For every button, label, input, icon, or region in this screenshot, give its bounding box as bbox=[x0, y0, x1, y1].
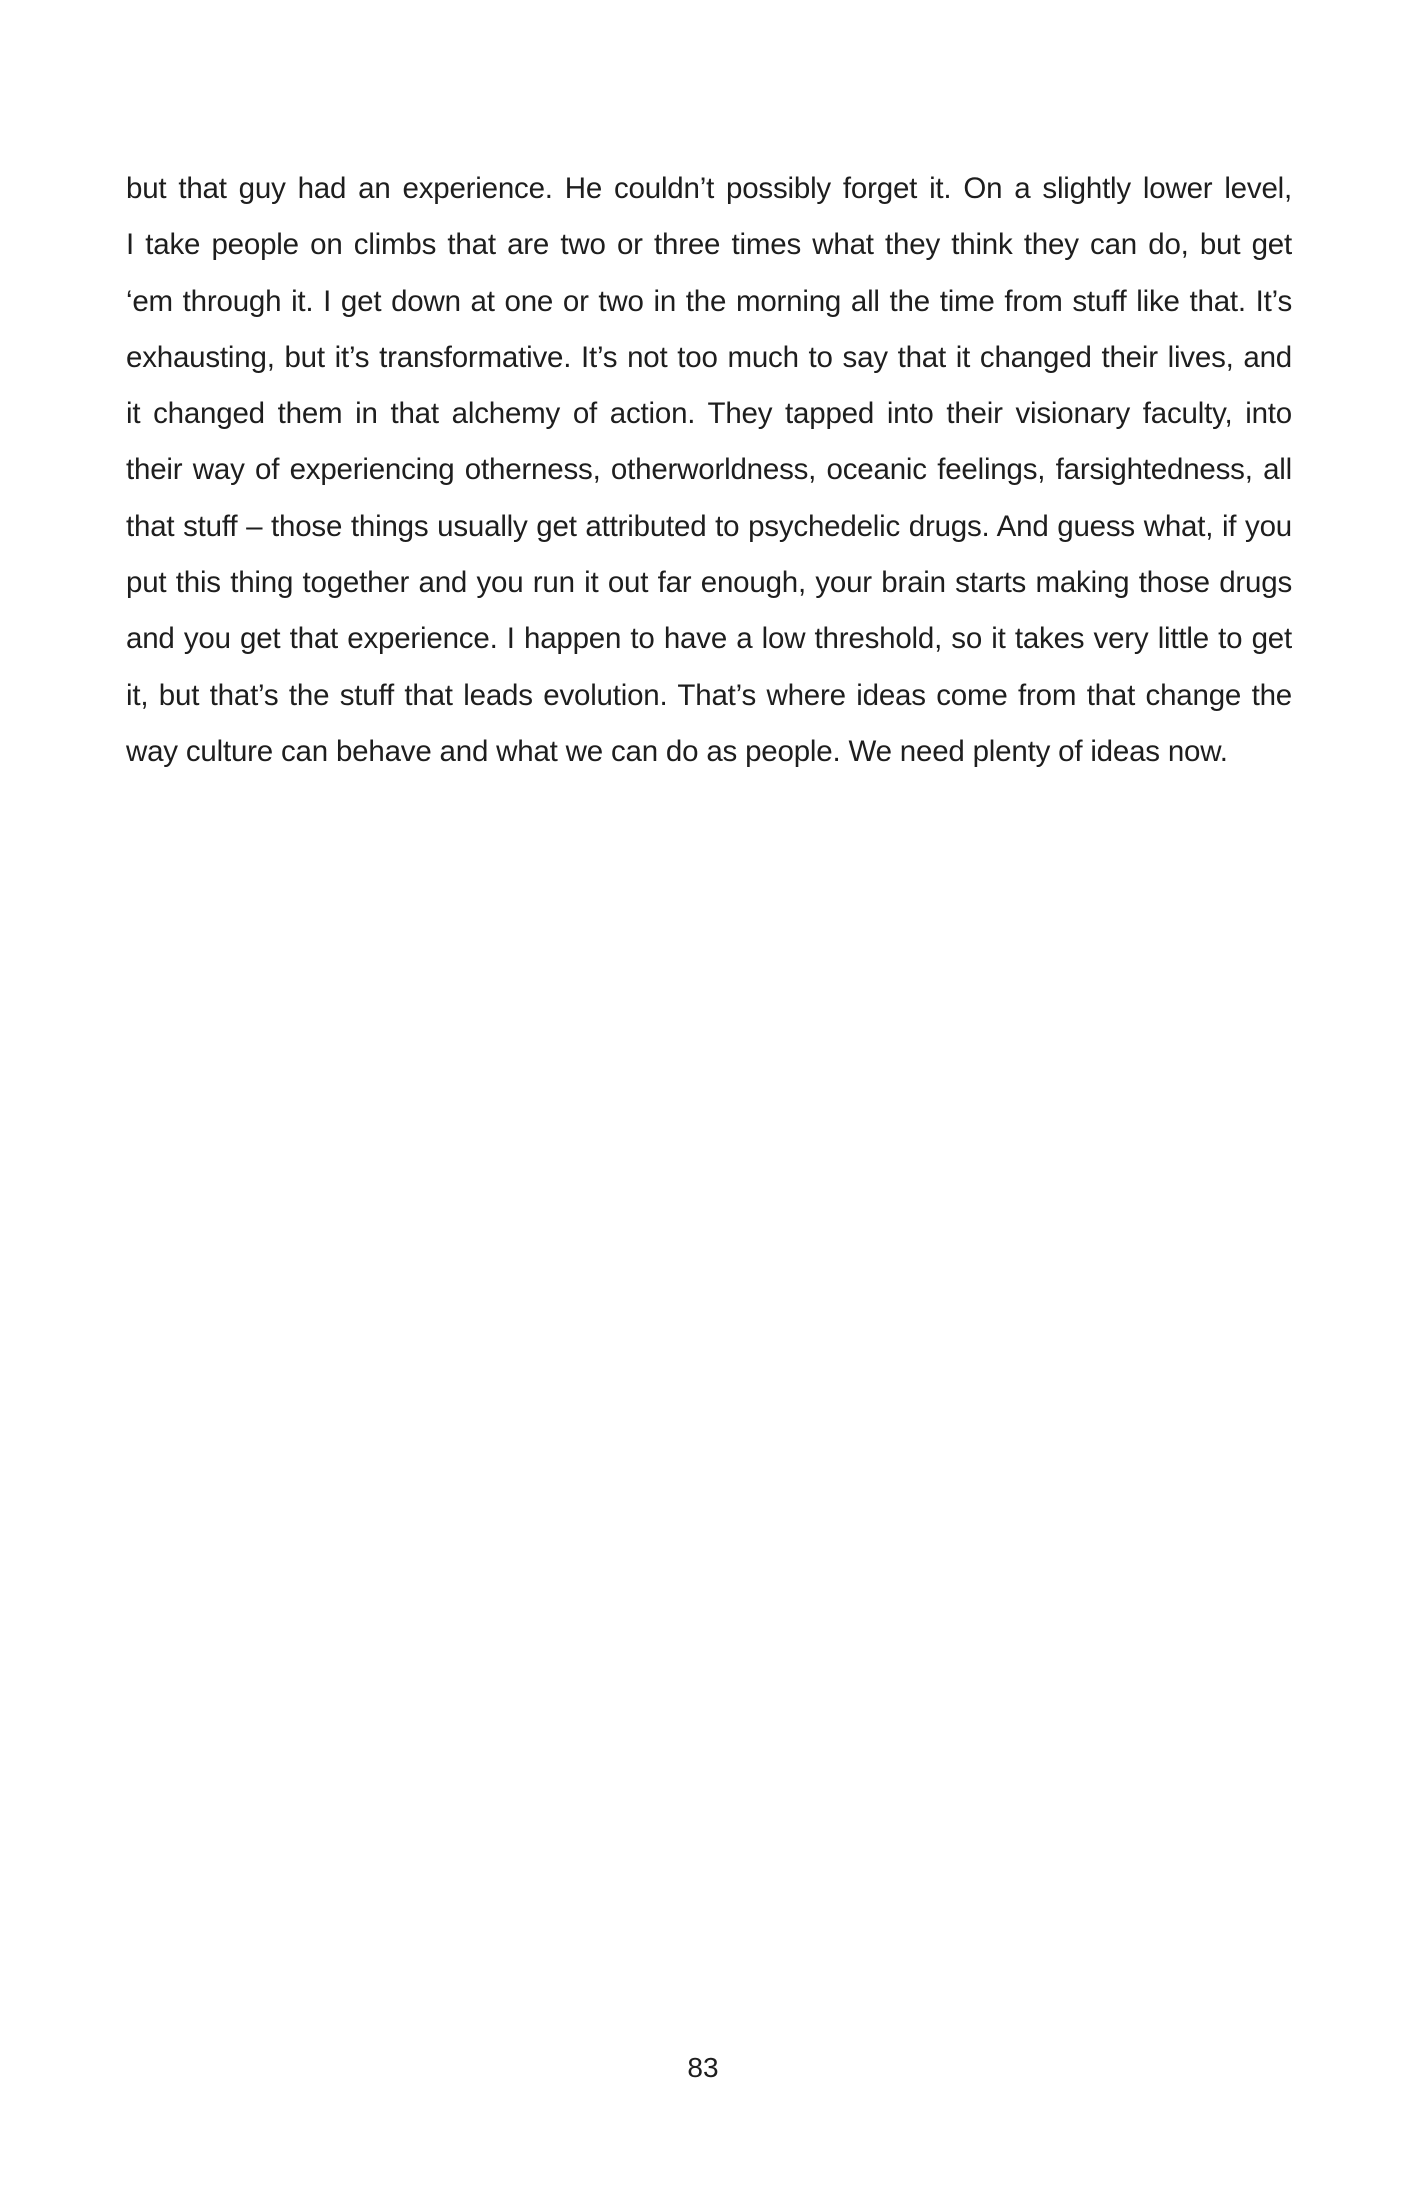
text-line: way culture can behave and what we can do as people. We need plenty of ideas now. bbox=[126, 734, 1228, 768]
text-line: that stuff – those things usually get attributed to psychedelic drugs. And guess what, if you bbox=[126, 509, 1292, 543]
text-line: it changed them in that alchemy of action. They tapped into their visionary faculty, into bbox=[126, 397, 1292, 431]
text-line: their way of experiencing otherness, otherworldness, oceanic feelings, farsightedness, all bbox=[126, 453, 1292, 487]
text-line: exhausting, but it’s transformative. It’s not too much to say that it changed their lives, and bbox=[126, 340, 1292, 374]
text-line: put this thing together and you run it out far enough, your brain starts making those drugs bbox=[126, 566, 1292, 600]
text-line: but that guy had an experience. He couldn’t possibly forget it. On a slightly lower level, bbox=[126, 172, 1292, 205]
text-line: ‘em through it. I get down at one or two in the morning all the time from stuff like that. It’s bbox=[126, 284, 1292, 318]
text-line: I take people on climbs that are two or three times what they think they can do, but get bbox=[126, 228, 1292, 262]
page-number: 83 bbox=[687, 2052, 719, 2083]
body-paragraph bbox=[126, 161, 1292, 780]
text-line: and you get that experience. I happen to have a low threshold, so it takes very little to get bbox=[126, 622, 1292, 656]
text-line: it, but that’s the stuff that leads evolution. That’s where ideas come from that change the bbox=[126, 678, 1292, 712]
